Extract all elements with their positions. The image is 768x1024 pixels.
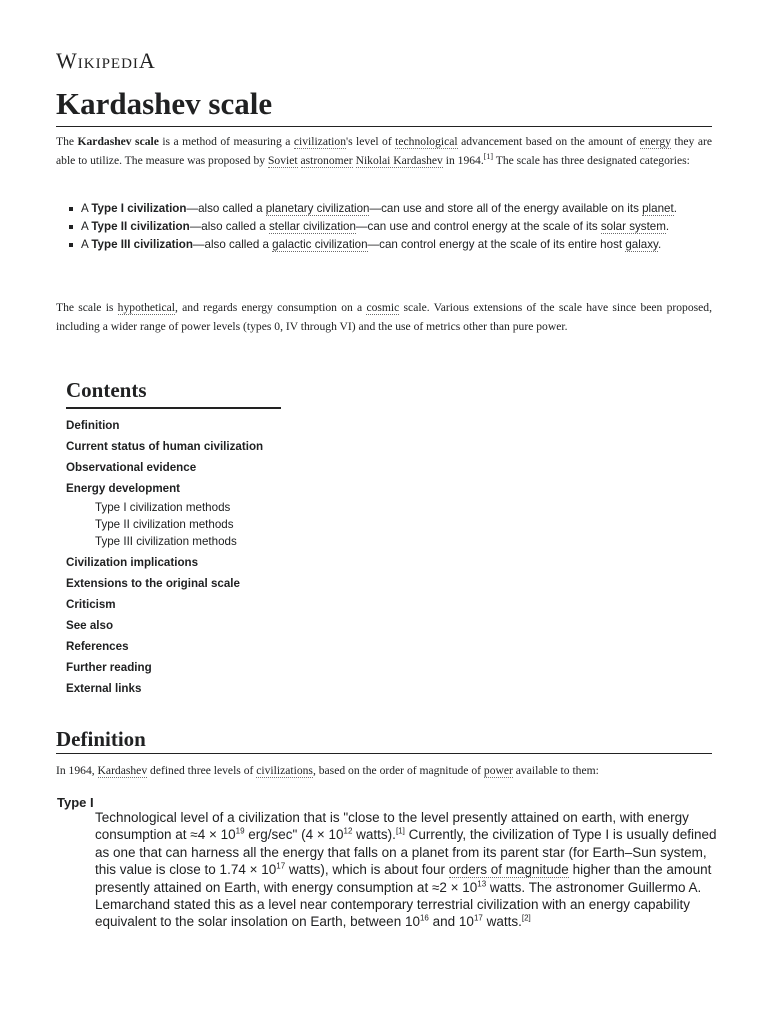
civilization-types-list (66, 202, 696, 256)
toc-item-civilization-implications[interactable]: Civilization implications (66, 556, 199, 569)
text: —also called a (186, 202, 266, 215)
logo-first-letter: W (56, 48, 78, 73)
logo-middle-letters: ikipedi (77, 48, 139, 73)
toc-item-current-status[interactable]: Current status of human civilization (66, 440, 264, 453)
text: The scale is (56, 301, 118, 314)
toc-item-observational-evidence[interactable]: Observational evidence (66, 461, 197, 474)
reference-1[interactable]: [1] (395, 826, 405, 836)
exponent: 13 (477, 879, 487, 889)
toc-subitem-type-iii-methods[interactable]: Type III civilization methods (95, 535, 237, 548)
link-solar-system[interactable]: solar system (600, 220, 666, 233)
text: watts. (482, 914, 522, 930)
text: . (673, 202, 677, 215)
toc-item-extensions[interactable]: Extensions to the original scale (66, 577, 240, 590)
reference-1[interactable]: [1] (483, 152, 494, 162)
link-energy[interactable]: energy (639, 135, 671, 148)
toc-sublist (66, 499, 281, 550)
text: —also called a (192, 238, 273, 251)
table-of-contents (66, 376, 281, 699)
link-stellar-civilization[interactable]: stellar civilization (268, 220, 356, 233)
text: The (56, 135, 78, 148)
definition-description-type-i (95, 809, 717, 931)
text: —can control energy at the scale of its entire host (367, 238, 626, 251)
link-planetary-civilization[interactable]: planetary civilization (265, 202, 370, 215)
text: Currently, the civilization of Type I is usually defined as one that can harness all the energy that falls on a planet from its parent star (for Earth–Sun system, this value is close to 1.74 × 10 (95, 827, 717, 878)
toc-item-criticism[interactable]: Criticism (66, 598, 116, 611)
scale-paragraph (56, 298, 712, 336)
text: —also called a (189, 220, 269, 233)
wikipedia-logo[interactable] (56, 48, 156, 74)
link-nikolai-kardashev[interactable]: Nikolai Kardashev (355, 154, 443, 167)
text: A (81, 202, 92, 215)
exponent: 19 (235, 826, 245, 836)
logo-last-letter: A (138, 48, 156, 73)
text: and 10 (428, 914, 474, 930)
bold-term: Type II civilization (91, 220, 190, 233)
link-kardashev[interactable]: Kardashev (97, 764, 148, 777)
toc-list (66, 415, 281, 699)
text: watts. The astronomer Guillermo A. Lemarchand stated this as a level near contemporary terrestrial civilization with an energy capability equivalent to the solar insolation on Earth, between 10 (95, 879, 702, 930)
bold-term: Kardashev scale (77, 135, 159, 148)
lead-paragraph (56, 132, 712, 170)
definition-intro (56, 761, 712, 780)
definition-term-type-i: Type I (57, 795, 94, 810)
toc-item-definition[interactable]: Definition (66, 419, 120, 432)
text: is a method of measuring a (158, 135, 294, 148)
text: they are able to utilize. The measure was proposed by (56, 135, 712, 167)
link-orders-of-magnitude[interactable]: orders of magnitude (448, 862, 569, 878)
list-item-type-iii (66, 238, 696, 251)
link-planet[interactable]: planet (642, 202, 674, 215)
text: —can use and control energy at the scale of its (355, 220, 601, 233)
toc-item-external-links[interactable]: External links (66, 682, 142, 695)
text: A (81, 220, 92, 233)
link-galactic-civilization[interactable]: galactic civilization (272, 238, 368, 251)
text: —can use and store all of the energy available on its (369, 202, 643, 215)
text: in 1964. (442, 154, 484, 167)
text: erg/sec" (4 × 10 (244, 827, 344, 843)
text: A (81, 238, 92, 251)
toc-item-further-reading[interactable]: Further reading (66, 661, 152, 674)
exponent: 16 (419, 913, 429, 923)
link-power[interactable]: power (483, 764, 513, 777)
text: , and regards energy consumption on a (174, 301, 367, 314)
toc-subitem-type-ii-methods[interactable]: Type II civilization methods (95, 518, 234, 531)
text: defined three levels of (147, 764, 257, 777)
text: watts). (352, 827, 396, 843)
reference-2[interactable]: [2] (521, 913, 531, 923)
exponent: 12 (343, 826, 353, 836)
toc-title: Contents (66, 376, 281, 409)
list-item-type-i (66, 202, 696, 215)
toc-item-energy-development[interactable]: Energy development (66, 482, 181, 495)
toc-subitem-type-i-methods[interactable]: Type I civilization methods (95, 501, 231, 514)
link-soviet[interactable]: Soviet (267, 154, 298, 167)
list-item-type-ii (66, 220, 696, 233)
bold-term: Type III civilization (91, 238, 193, 251)
text: 's level of (346, 135, 396, 148)
text: scale. Various extensions of the scale have since been proposed, including a wider range of power levels (types 0, IV through VI) and the use of metrics other than pure power. (56, 301, 712, 333)
text: The scale has three designated categories: (493, 154, 690, 167)
section-heading-definition: Definition (56, 726, 712, 754)
text: Technological level of a civilization that is "close to the level presently attained on earth, with energy consumption at ≈4 × 10 (95, 810, 689, 843)
text: advancement based on the amount of (457, 135, 640, 148)
link-civilization[interactable]: civilization (293, 135, 346, 148)
text: watts), which is about four (285, 862, 449, 878)
link-cosmic[interactable]: cosmic (366, 301, 400, 314)
toc-item-see-also[interactable]: See also (66, 619, 114, 632)
exponent: 17 (276, 861, 286, 871)
link-hypothetical[interactable]: hypothetical (117, 301, 175, 314)
bold-term: Type I civilization (91, 202, 187, 215)
toc-subsection (66, 499, 281, 550)
text: . (665, 220, 670, 233)
text: In 1964, (56, 764, 98, 777)
link-galaxy[interactable]: galaxy (625, 238, 658, 251)
page-title: Kardashev scale (56, 84, 712, 127)
text: higher than the amount presently attained on Earth, with energy consumption at ≈2 × 10 (95, 862, 712, 895)
text: , based on the order of magnitude of (312, 764, 484, 777)
link-technological[interactable]: technological (395, 135, 458, 148)
link-civilizations[interactable]: civilizations (256, 764, 313, 777)
link-astronomer[interactable]: astronomer (300, 154, 353, 167)
toc-item-references[interactable]: References (66, 640, 129, 653)
text: . (657, 238, 662, 251)
exponent: 17 (473, 913, 483, 923)
text: available to them: (512, 764, 599, 777)
